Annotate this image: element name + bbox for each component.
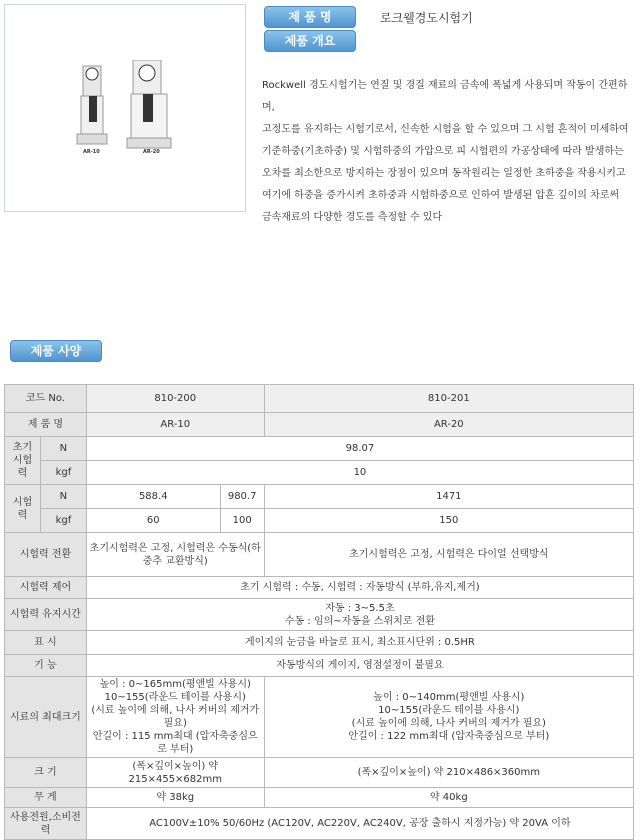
maxsize-a bbox=[86, 677, 264, 758]
unit-n: N bbox=[40, 485, 86, 509]
description-line: 기준하중(기초하중) 및 시험하중의 가압으로 피 시험편의 가공상태에 따라 발생하는 bbox=[262, 146, 624, 157]
code-label: 코드 No. bbox=[5, 385, 87, 413]
product-image-box bbox=[4, 4, 246, 212]
switch-b: 초기시험력은 고정, 시험력은 다이얼 선택방식 bbox=[264, 533, 633, 577]
test-n-value: 1471 bbox=[264, 485, 633, 509]
product-spec-tag: 제품 사양 bbox=[10, 340, 102, 362]
maxsize-line: (시료 높이에 의해, 나사 커버의 제거가 필요) bbox=[351, 718, 546, 729]
model-b: AR-20 bbox=[264, 413, 633, 437]
test-kgf-value: 150 bbox=[264, 509, 633, 533]
test-n-value: 980.7 bbox=[220, 485, 264, 509]
image-label-ar20: AR-20 bbox=[143, 149, 160, 155]
maxsize-label: 시료의 최대크기 bbox=[5, 677, 87, 758]
maxsize-line: (시료 높이에 의해, 나사 커버의 제거가 필요) bbox=[91, 705, 260, 729]
maxsize-line: 높이 : 0~140mm(평앤빌 사용시) bbox=[373, 692, 525, 703]
unit-kgf: kgf bbox=[40, 461, 86, 485]
description-line: 오차를 최소한으로 방지하는 장점이 있으며 동작원리는 일정한 초하중을 작용시키고 bbox=[262, 168, 626, 179]
maxsize-line: 높이 : 0~165mm(평앤빌 사용시) bbox=[99, 679, 251, 690]
product-description bbox=[262, 75, 634, 229]
maxsize-line: 10~155(라운드 테이블 사용시) bbox=[104, 692, 246, 703]
unit-kgf: kgf bbox=[40, 509, 86, 533]
product-name: 로크웰경도시험기 bbox=[380, 11, 473, 25]
maxsize-line: 안길이 : 122 mm최대 (압자축중심으로 부터) bbox=[348, 731, 550, 742]
model-a: AR-10 bbox=[86, 413, 264, 437]
size-label: 크 기 bbox=[5, 758, 87, 788]
power-label: 사용전원,소비전력 bbox=[5, 808, 87, 840]
maxsize-line: 안길이 : 115 mm최대 (압자축중심으로 부터) bbox=[92, 731, 258, 755]
test-kgf-value: 60 bbox=[86, 509, 220, 533]
power-value: AC100V±10% 50/60Hz (AC120V, AC220V, AC240V, 공장 출하시 지정가능) 약 20VA 이하 bbox=[86, 808, 633, 840]
spec-table bbox=[4, 384, 634, 840]
product-overview-tag: 제품 개요 bbox=[264, 30, 356, 52]
size-a: (폭×깊이×높이) 약 215×455×682mm bbox=[86, 758, 264, 788]
product-name-tag: 제 품 명 bbox=[264, 6, 356, 28]
hold-line: 자동 : 3~5.5초 bbox=[325, 602, 395, 614]
switch-a: 초기시험력은 고정, 시험력은 수동식(하중추 교환방식) bbox=[86, 533, 264, 577]
initial-force-label: 초기 시험 력 bbox=[5, 437, 41, 485]
product-image bbox=[75, 60, 185, 160]
test-kgf-value: 100 bbox=[220, 509, 264, 533]
code-a: 810-200 bbox=[86, 385, 264, 413]
description-line: Rockwell 경도시험기는 연질 및 경질 재료의 금속에 폭넓게 사용되며 작동이 간편하며, bbox=[262, 80, 628, 113]
size-b: (폭×깊이×높이) 약 210×486×360mm bbox=[264, 758, 633, 788]
description-line: 금속재료의 다양한 경도를 측정할 수 있다 bbox=[262, 212, 443, 223]
display-value: 게이지의 눈금을 바늘로 표시, 최소표시단위 : 0.5HR bbox=[86, 631, 633, 655]
function-label: 기 능 bbox=[5, 655, 87, 677]
switch-label: 시험력 전환 bbox=[5, 533, 87, 577]
initial-kgf-value: 10 bbox=[86, 461, 633, 485]
maxsize-line: 10~155(라운드 테이블 사용시) bbox=[378, 705, 520, 716]
hold-line: 수동 : 임의~자동을 스위치로 전환 bbox=[284, 615, 435, 627]
hold-value bbox=[86, 599, 633, 631]
test-n-value: 588.4 bbox=[86, 485, 220, 509]
control-label: 시험력 제어 bbox=[5, 577, 87, 599]
maxsize-b bbox=[264, 677, 633, 758]
initial-n-value: 98.07 bbox=[86, 437, 633, 461]
function-value: 자동방식의 게이지, 영점설정이 불필요 bbox=[86, 655, 633, 677]
description-line: 고정도를 유지하는 시험기로서, 신속한 시험을 할 수 있으며 그 시험 흔적이 미세하여 bbox=[262, 124, 629, 135]
description-line: 여기에 하중을 증가시켜 초하중과 시험하중으로 인하여 발생된 압흔 깊이의 차로써 bbox=[262, 190, 620, 201]
hold-label: 시험력 유지시간 bbox=[5, 599, 87, 631]
weight-label: 무 게 bbox=[5, 788, 87, 808]
display-label: 표 시 bbox=[5, 631, 87, 655]
image-label-ar10: AR-10 bbox=[83, 149, 100, 155]
weight-a: 약 38kg bbox=[86, 788, 264, 808]
unit-n: N bbox=[40, 437, 86, 461]
control-value: 초기 시험력 : 수동, 시험력 : 자동방식 (부하,유지,제거) bbox=[86, 577, 633, 599]
model-label: 제 품 명 bbox=[5, 413, 87, 437]
code-b: 810-201 bbox=[264, 385, 633, 413]
weight-b: 약 40kg bbox=[264, 788, 633, 808]
test-force-label: 시험 력 bbox=[5, 485, 41, 533]
